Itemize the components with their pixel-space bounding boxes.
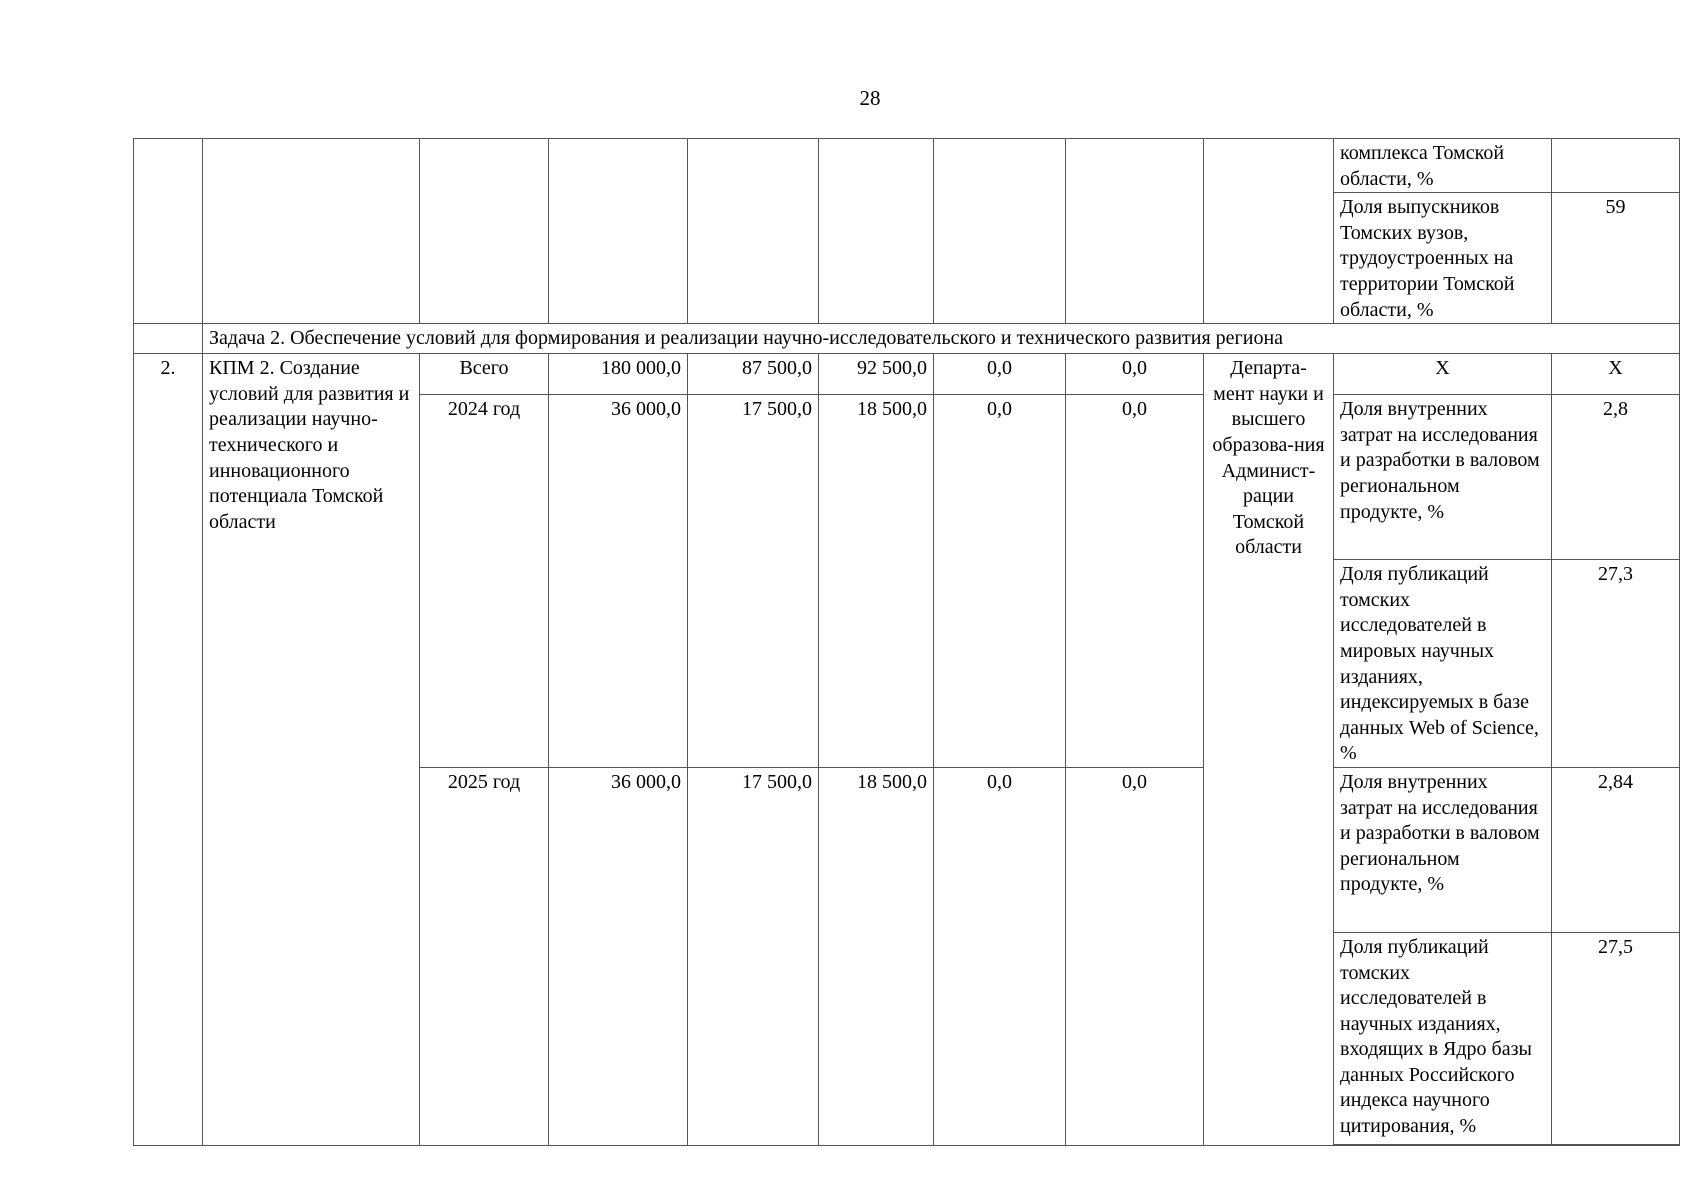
- indicator-value: 27,3: [1552, 560, 1680, 768]
- federal-amount: 17 500,0: [688, 767, 819, 1145]
- cell: [134, 324, 203, 354]
- cell: [934, 139, 1066, 324]
- indicator-name: X: [1334, 354, 1552, 395]
- indicator-value: X: [1552, 354, 1680, 395]
- cell: [688, 139, 819, 324]
- indicator-name: Доля публикаций томских исследователей в мировых научных изданиях, индексируемых в базе данных Web of Science, %: [1334, 560, 1552, 768]
- indicator-name: комплекса Томской области, %: [1334, 139, 1552, 193]
- local-amount: 0,0: [934, 354, 1066, 395]
- total-amount: 180 000,0: [549, 354, 688, 395]
- indicator-value: 27,5: [1552, 932, 1680, 1144]
- table-row: [134, 139, 1680, 193]
- measure-name: КПМ 2. Создание условий для развития и реализации научно-технического и инновационного потенциала Томской области: [203, 354, 420, 1146]
- indicator-name: Доля выпускников Томских вузов, трудоустроенных на территории Томской области, %: [1334, 193, 1552, 324]
- period-label: 2025 год: [420, 767, 549, 1145]
- cell: [1334, 1144, 1552, 1145]
- period-label: Всего: [420, 354, 549, 395]
- indicator-value: 59: [1552, 193, 1680, 324]
- period-label: 2024 год: [420, 395, 549, 768]
- indicator-value: [1552, 139, 1680, 193]
- cell: [1204, 139, 1334, 324]
- local-amount: 0,0: [934, 767, 1066, 1145]
- other-amount: 0,0: [1066, 395, 1204, 768]
- executor: Департа-мент науки и высшего образова-ния Админист-рации Томской области: [1204, 354, 1334, 1146]
- federal-amount: 17 500,0: [688, 395, 819, 768]
- page-number: 28: [859, 86, 881, 110]
- cell: [203, 139, 420, 324]
- total-amount: 36 000,0: [549, 395, 688, 768]
- regional-amount: 18 500,0: [819, 395, 934, 768]
- total-amount: 36 000,0: [549, 767, 688, 1145]
- other-amount: 0,0: [1066, 354, 1204, 395]
- indicator-value: 2,84: [1552, 767, 1680, 932]
- cell: [1066, 139, 1204, 324]
- local-amount: 0,0: [934, 395, 1066, 768]
- task-title: Задача 2. Обеспечение условий для формирования и реализации научно-исследовательского и технического развития региона: [203, 324, 1680, 354]
- indicator-name: Доля публикаций томских исследователей в научных изданиях, входящих в Ядро базы данных Российского индекса научного цитирования, %: [1334, 932, 1552, 1144]
- cell: [1552, 1144, 1680, 1145]
- table-row: [134, 354, 1680, 395]
- indicator-value: 2,8: [1552, 395, 1680, 560]
- indicator-name: Доля внутренних затрат на исследования и разработки в валовом региональном продукте, %: [1334, 395, 1552, 560]
- program-table: [133, 138, 1680, 1146]
- cell: [819, 139, 934, 324]
- regional-amount: 18 500,0: [819, 767, 934, 1145]
- regional-amount: 92 500,0: [819, 354, 934, 395]
- indicator-name: Доля внутренних затрат на исследования и разработки в валовом региональном продукте, %: [1334, 767, 1552, 932]
- other-amount: 0,0: [1066, 767, 1204, 1145]
- task-row: [134, 324, 1680, 354]
- federal-amount: 87 500,0: [688, 354, 819, 395]
- cell: [549, 139, 688, 324]
- cell: [134, 139, 203, 324]
- row-number: 2.: [134, 354, 203, 1146]
- cell: [420, 139, 549, 324]
